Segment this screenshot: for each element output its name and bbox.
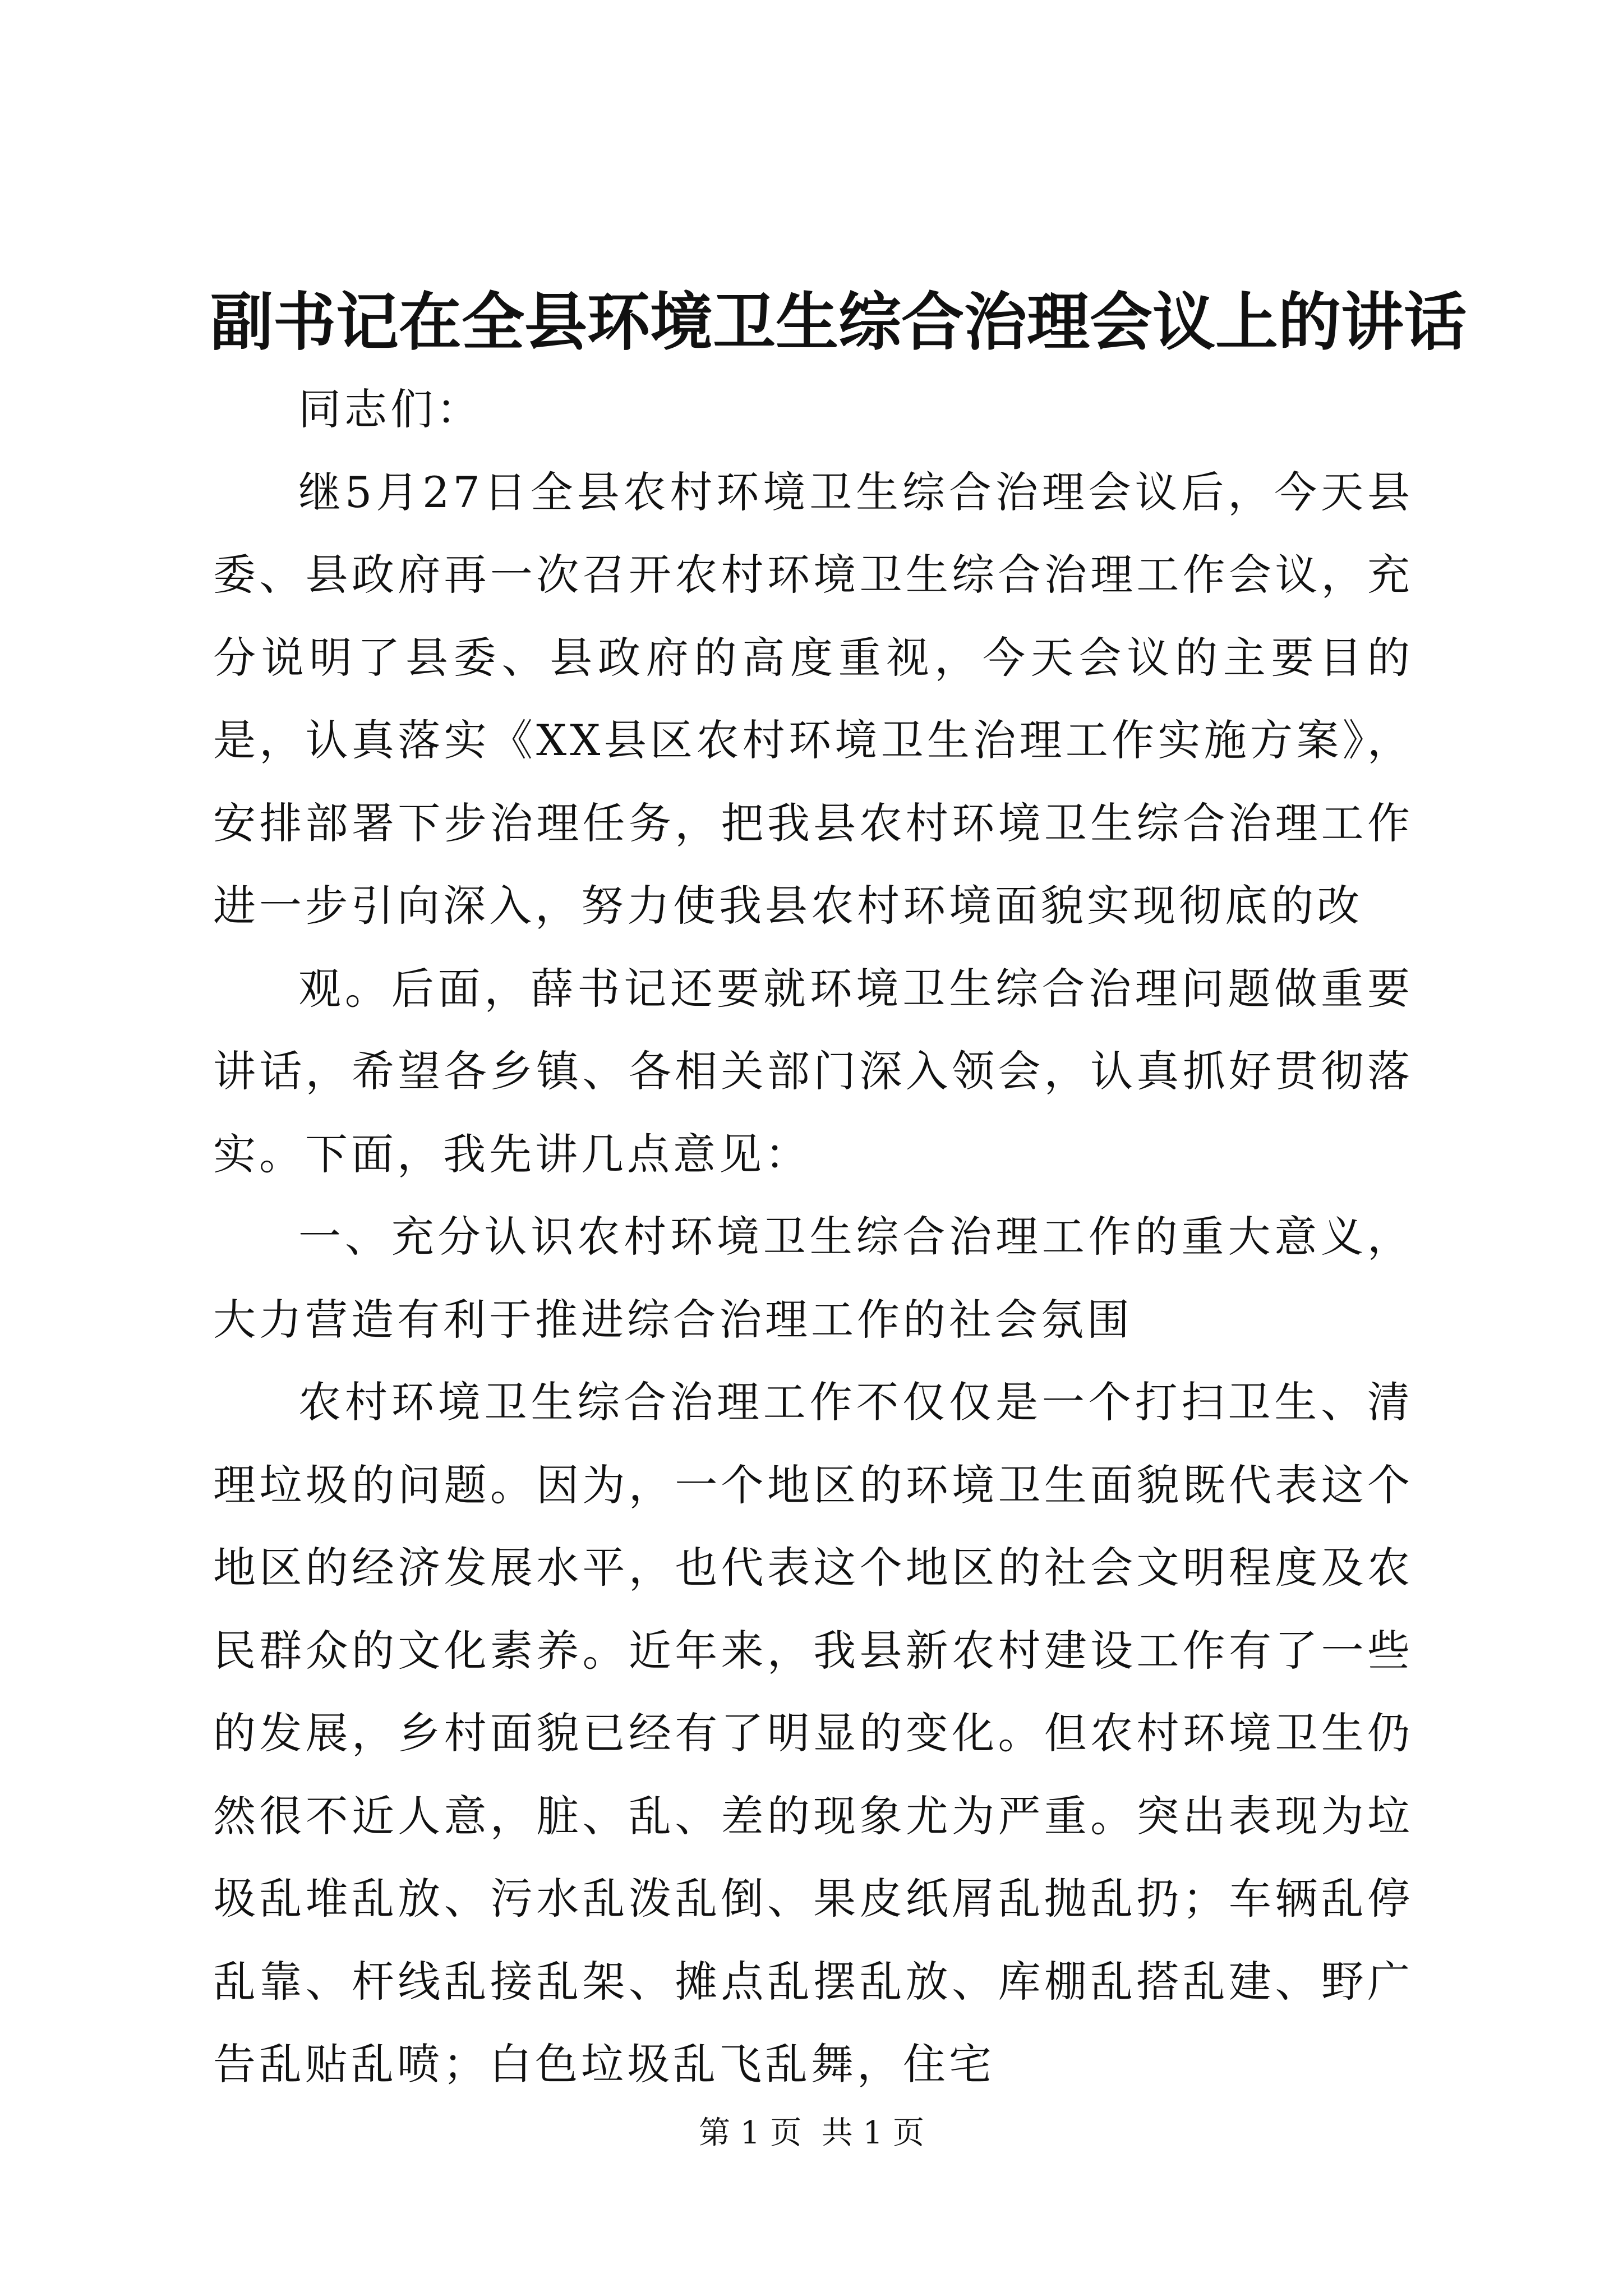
document-body [213,368,1413,2106]
page-footer: 第 1 页 共 1 页 [698,2115,925,2151]
document-title: 副书记在全县环境卫生综合治理会议上的讲话 [210,286,1467,359]
section-heading-paragraph: 一、充分认识农村环境卫生综合治理工作的重大意义，大力营造有利于推进综合治理工作的社会氛围 [213,1212,1413,1345]
salutation-paragraph: 同志们： [298,384,482,434]
body-paragraph: 继5月27日全县农村环境卫生综合治理会议后，今天县委、县政府再一次召开农村环境卫生综合治理工作会议，充分说明了县委、县政府的高度重视，今天会议的主要目的是，认真落实《XX县区农村环境卫生治理工作实施方案》，安排部署下步治理任务，把我县农村环境卫生综合治理工作进一步引向深入，努力使我县农村环境面貌实现彻底的改 [213,467,1413,931]
body-paragraph: 农村环境卫生综合治理工作不仅仅是一个打扫卫生、清理垃圾的问题。因为，一个地区的环境卫生面貌既代表这个地区的经济发展水平，也代表这个地区的社会文明程度及农民群众的文化素养。近年来，我县新农村建设工作有了一些的发展，乡村面貌已经有了明显的变化。但农村环境卫生仍然很不近人意，脏、乱、差的现象尤为严重。突出表现为垃圾乱堆乱放、污水乱泼乱倒、果皮纸屑乱抛乱扔；车辆乱停乱靠、杆线乱接乱架、摊点乱摆乱放、库棚乱搭乱建、野广告乱贴乱喷；白色垃圾乱飞乱舞，住宅 [213,1377,1413,2089]
body-paragraph: 观。后面，薛书记还要就环境卫生综合治理问题做重要讲话，希望各乡镇、各相关部门深入领会，认真抓好贯彻落实。下面，我先讲几点意见： [213,963,1413,1179]
